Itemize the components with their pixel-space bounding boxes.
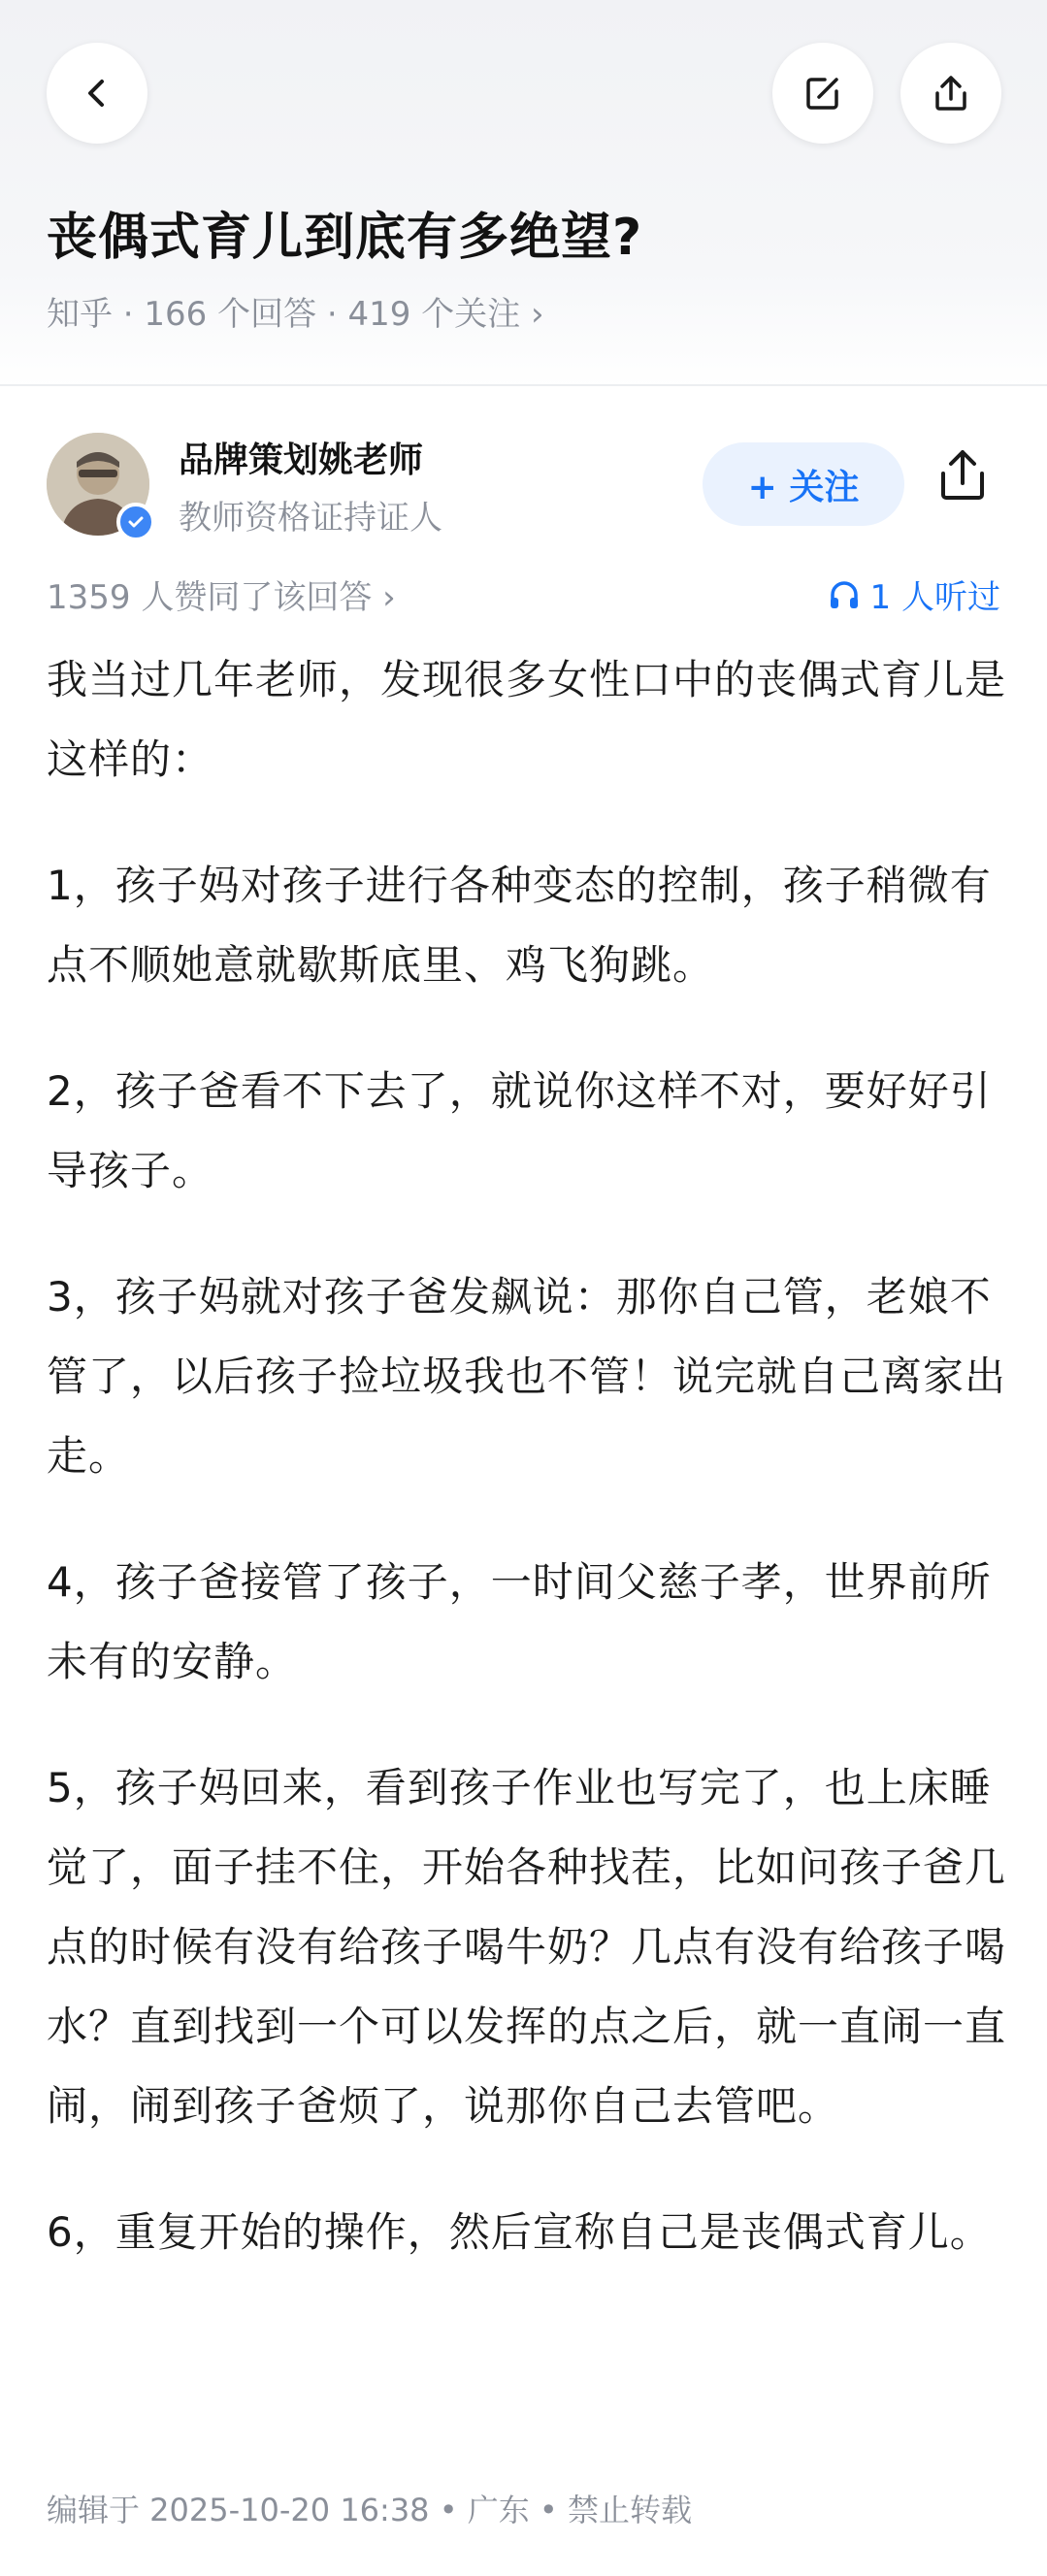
answer-paragraph: 5，孩子妈回来，看到孩子作业也写完了，也上床睡觉了，面子挂不住，开始各种找茬，比如问孩子爸几点的时候有没有给孩子喝牛奶？几点有没有给孩子喝水？直到找到一个可以发挥的点之后，就一直闹一直闹，闹到孩子爸烦了，说那你自己去管吧。 <box>47 1764 1007 2130</box>
edit-timestamp: 编辑于 2025-10-20 16:38 • 广东 • 禁止转载 <box>47 2492 692 2528</box>
listened-label: 1 人听过 <box>869 578 1000 617</box>
likes-count[interactable]: 1359 人赞同了该回答 › <box>47 578 396 617</box>
divider <box>0 384 1047 386</box>
answer-paragraph: 2，孩子爸看不下去了，就说你这样不对，要好好引导孩子。 <box>47 1067 992 1194</box>
verified-badge-icon <box>116 503 155 541</box>
edit-icon <box>802 72 844 114</box>
share-icon <box>930 72 972 114</box>
listened-count[interactable] <box>828 571 1000 618</box>
question-title[interactable]: 丧偶式育儿到底有多绝望? <box>47 209 643 267</box>
author-name[interactable]: 品牌策划姚老师 <box>179 440 424 480</box>
answer-paragraph: 我当过几年老师，发现很多女性口中的丧偶式育儿是这样的： <box>47 656 1007 783</box>
share-button[interactable] <box>900 43 1001 144</box>
answer-paragraph: 1，孩子妈对孩子进行各种变态的控制，孩子稍微有点不顺她意就歇斯底里、鸡飞狗跳。 <box>47 862 992 989</box>
answer-paragraph: 3，孩子妈就对孩子爸发飙说：那你自己管，老娘不管了，以后孩子捡垃圾我也不管！说完就自己离家出走。 <box>47 1273 1007 1480</box>
answer-content <box>47 640 1007 2319</box>
answer-share-button[interactable] <box>932 444 994 510</box>
edit-button[interactable] <box>772 43 873 144</box>
back-button[interactable] <box>47 43 147 144</box>
answer-paragraph: 6，重复开始的操作，然后宣称自己是丧偶式育儿。 <box>47 2208 992 2256</box>
chevron-left-icon <box>78 74 116 113</box>
follow-button[interactable]: + 关注 <box>703 442 904 526</box>
author-bio: 教师资格证持证人 <box>179 499 442 538</box>
answer-paragraph: 4，孩子爸接管了孩子，一时间父慈子孝，世界前所未有的安静。 <box>47 1558 992 1685</box>
question-meta[interactable]: 知乎 · 166 个回答 · 419 个关注 › <box>47 295 544 334</box>
headphones-icon <box>828 578 861 611</box>
share-icon <box>932 444 994 506</box>
